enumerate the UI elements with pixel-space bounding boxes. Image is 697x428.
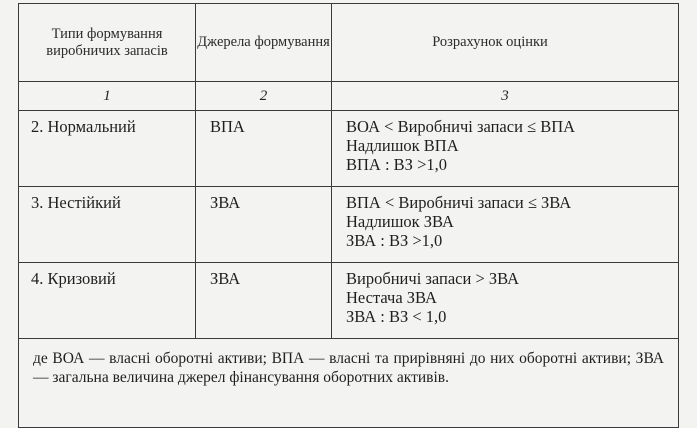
- footnote-row: [19, 339, 679, 428]
- calc-line: ВПА : ВЗ >1,0: [346, 155, 447, 174]
- column-number-row: [19, 82, 679, 111]
- row-type: 4. Кризовий: [19, 263, 196, 339]
- calc-line: ВОА < Виробничі запаси ≤ ВПА: [346, 117, 576, 136]
- row-type: 2. Нормальний: [19, 111, 196, 187]
- header-types: Типи формування виробничих запасів: [19, 4, 196, 82]
- calc-line: Надлишок ЗВА: [346, 212, 454, 231]
- document-page: [18, 3, 678, 396]
- row-calculation: [332, 111, 679, 187]
- header-calculation: Розрахунок оцінки: [332, 4, 679, 82]
- column-number-2: 2: [196, 82, 332, 111]
- table-row: [19, 263, 679, 339]
- row-calculation: [332, 263, 679, 339]
- calc-line: ЗВА : ВЗ >1,0: [346, 231, 443, 250]
- table-row: [19, 111, 679, 187]
- calc-line: ЗВА : ВЗ < 1,0: [346, 307, 447, 326]
- table-row: [19, 187, 679, 263]
- row-type: 3. Нестійкий: [19, 187, 196, 263]
- row-source: ЗВА: [196, 263, 332, 339]
- row-calculation: [332, 187, 679, 263]
- column-number-3: 3: [332, 82, 679, 111]
- header-row: [19, 4, 679, 82]
- footnote: де ВОА — власні оборотні активи; ВПА — власні та прирівняні до них оборотні активи; ЗВА — загальна величина джерел фінансування оборотних активів.: [19, 339, 679, 428]
- calc-line: ВПА < Виробничі запаси ≤ ЗВА: [346, 193, 572, 212]
- calc-line: Виробничі запаси > ЗВА: [346, 269, 520, 288]
- inventory-formation-table: [18, 3, 679, 428]
- column-number-1: 1: [19, 82, 196, 111]
- calc-line: Надлишок ВПА: [346, 136, 459, 155]
- header-sources: Джерела формування: [196, 4, 332, 82]
- row-source: ВПА: [196, 111, 332, 187]
- row-source: ЗВА: [196, 187, 332, 263]
- calc-line: Нестача ЗВА: [346, 288, 437, 307]
